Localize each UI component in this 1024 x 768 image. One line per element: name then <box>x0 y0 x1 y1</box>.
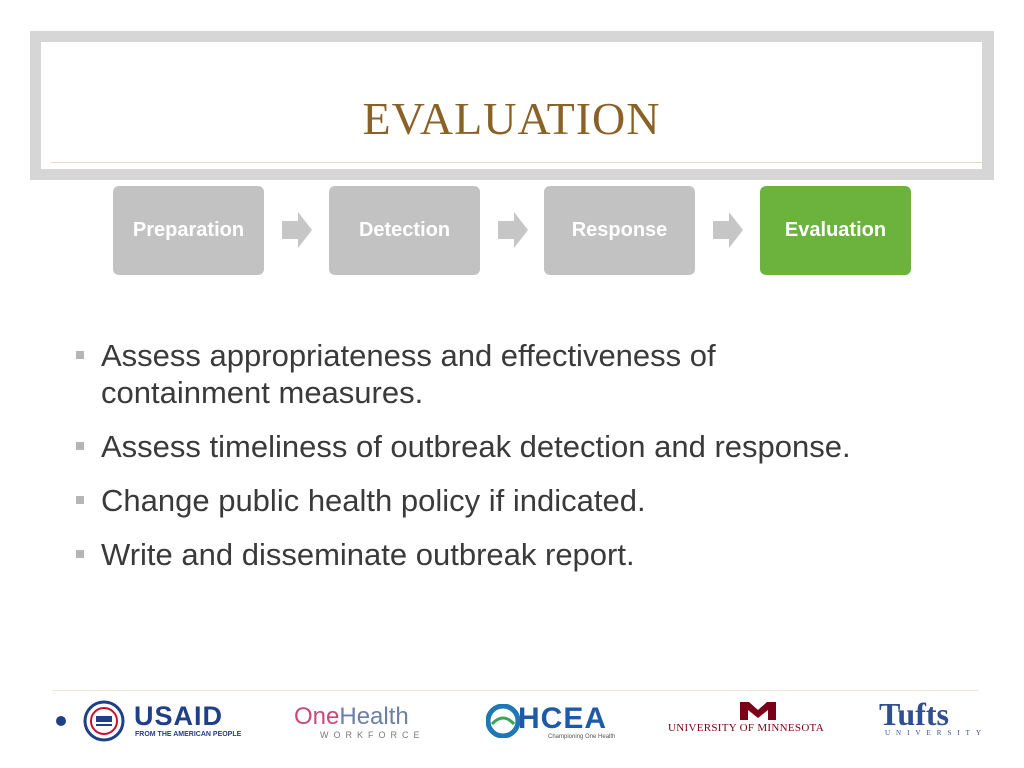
minnesota-wordmark: UNIVERSITY OF MINNESOTA <box>668 722 824 734</box>
tufts-tagline: UNIVERSITY <box>885 729 987 737</box>
ohcea-wordmark: HCEA <box>518 702 608 735</box>
bullet-text: Assess appropriateness and effectiveness of containment measures. <box>101 338 716 410</box>
usaid-wordmark: USAID <box>134 701 224 731</box>
step-preparation: Preparation <box>113 186 264 275</box>
list-item <box>74 536 874 573</box>
onehealth-workforce-logo <box>294 704 459 740</box>
ohcea-logo <box>486 702 638 742</box>
partner-logos <box>0 696 1024 746</box>
bullet-text: Assess timeliness of outbreak detection and response. <box>101 429 851 464</box>
university-of-minnesota-logo <box>668 702 850 742</box>
usaid-logo <box>52 700 267 742</box>
list-item <box>74 337 874 411</box>
square-bullet-icon <box>76 496 84 504</box>
title-divider <box>51 162 982 163</box>
title-panel <box>41 42 982 169</box>
onehealth-one-text: One <box>294 703 340 730</box>
tufts-wordmark: Tufts <box>879 696 949 732</box>
usaid-seal-icon <box>52 700 132 742</box>
tufts-logo <box>879 698 987 742</box>
arrow-right-icon <box>282 212 312 248</box>
onehealth-health-text: Health <box>339 703 409 730</box>
list-item <box>74 428 874 465</box>
square-bullet-icon <box>76 550 84 558</box>
onehealth-tagline: WORKFORCE <box>320 730 425 740</box>
footer-divider <box>52 690 978 691</box>
bullet-text: Write and disseminate outbreak report. <box>101 537 635 572</box>
slide-title: EVALUATION <box>362 93 661 144</box>
step-detection: Detection <box>329 186 480 275</box>
usaid-tagline: FROM THE AMERICAN PEOPLE <box>135 731 242 738</box>
step-response: Response <box>544 186 695 275</box>
arrow-right-icon <box>498 212 528 248</box>
minnesota-m-icon <box>740 702 776 720</box>
list-item <box>74 482 874 519</box>
bullet-list <box>74 337 874 590</box>
square-bullet-icon <box>76 442 84 450</box>
arrow-right-icon <box>713 212 743 248</box>
bullet-text: Change public health policy if indicated. <box>101 483 646 518</box>
square-bullet-icon <box>76 351 84 359</box>
ohcea-tagline: Championing One Health <box>548 734 616 740</box>
step-evaluation: Evaluation <box>760 186 911 275</box>
ohcea-globe-icon <box>486 704 520 738</box>
title-frame <box>30 31 994 180</box>
